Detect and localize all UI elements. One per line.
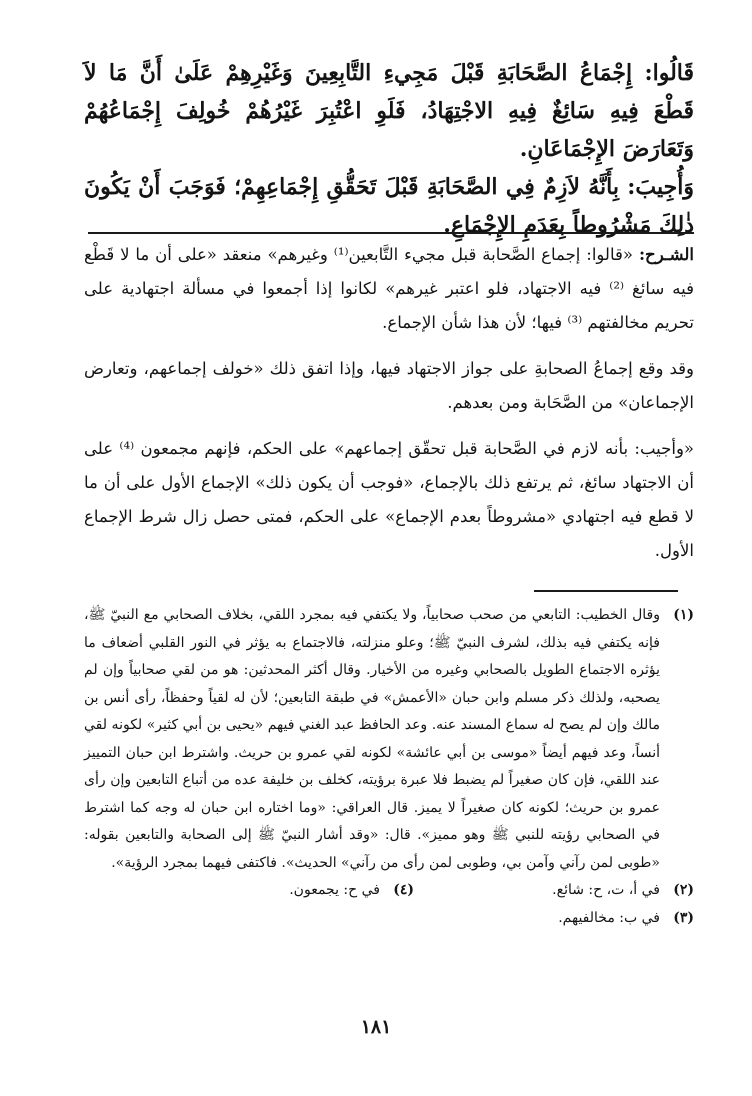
commentary-paragraph-3: «وأجيب: بأنه لازم في الصَّحابة قبل تحقّق إجماعهم» على الحكم، فإنهم مجمعون ⁽⁴⁾ على أن الاجتهاد سائغ، ثم يرتفع ذلك بالإجماع، «فوجب أن يكون ذلك» الإجماع الأول على أن ما لا قطع فيه اجتهادي «مشروطاً بعدم الإجماع» على الحكم، فمتى حصل زال شرط الإجماع الأول. — [84, 439, 695, 560]
footnotes-row — [84, 877, 694, 905]
footnote-text: في ب: مخالفيهم. — [558, 909, 660, 926]
footnote-4 — [289, 877, 414, 905]
commentary-paragraph-1 — [84, 238, 694, 340]
matn-paragraph-2: وَأُجِيبَ: بِأَنَّهُ لاَزِمٌ فِي الصَّحَابَةِ قَبْلَ تَحَقُّقِ إِجْمَاعِهِمْ؛ فَوَجَبَ أَنْ يَكُونَ ذٰلِكَ مَشْرُوطاً بِعَدَمِ الإِجْمَاعِ. — [84, 174, 694, 238]
footnote-3 — [84, 905, 694, 933]
footnote-text: في أ، ت، ح: شائع. — [552, 882, 660, 898]
commentary-paragraph-2: وقد وقع إجماعُ الصحابةِ على جواز الاجتهاد فيها، وإذا اتفق ذلك «خولف إجماعهم، وتعارض الإجماعان» من الصَّحَابة ومن بعدهم. — [84, 359, 694, 412]
footnote-number: (٢) — [673, 882, 694, 898]
matn-paragraph-1: قَالُوا: إِجْمَاعُ الصَّحَابَةِ قَبْلَ مَجِيءِ التَّابِعِينَ وَغَيْرِهِمْ عَلَىٰ أَنَّ مَا لاَ قَطْعَ فِيهِ سَائِغٌ فِيهِ الاجْتِهَادُ، فَلَوِ اعْتُبِرَ غَيْرُهُمْ خُولِفَ إِجْمَاعُهُمْ وَتَعَارَضَ الإِجْمَاعَانِ. — [84, 60, 694, 162]
footnote-number: (٣) — [673, 909, 694, 926]
footnotes-divider — [534, 590, 678, 592]
footnote-text: في ح: يجمعون. — [289, 882, 380, 898]
matn-text — [84, 54, 694, 244]
footnote-2 — [444, 877, 694, 905]
footnote-number: (١) — [673, 607, 694, 623]
footnotes-section — [84, 602, 694, 932]
section-divider — [88, 232, 694, 234]
commentary-section — [84, 238, 694, 580]
footnote-text: وقال الخطيب: التابعي من صحب صحابياً، ولا يكتفي فيه بمجرد اللقي، بخلاف الصحابي مع النبيّ ﷺ، فإنه يكتفي فيه بذلك، لشرف النبيّ ﷺ؛ وعلو منزلته، فالاجتماع به يؤثر في النور القلبي أضعاف ما يؤثره الاجتماع الطويل بالصحابي وغيره من الأخيار. وقال أكثر المحدثين: هو من لقي صحابياً وإن لم يصحبه، ولذلك ذكر مسلم وابن حبان «الأعمش» في طبقة التابعين؛ لأن له لقياً وحفظاً، رأى أنس بن مالك وإن لم يصح له سماع المسند عنه. وعد الحافظ عبد الغني فيهم «يحيى بن أبي كثير» لكونه لقي أنساً، وعد فيهم أيضاً «موسى بن أبي عائشة» لكونه لقي عمرو بن حريث. واشترط ابن حبان التمييز عند اللقي، فإن كان صغيراً لم يضبط فلا عبرة برؤيته، كخلف بن خليفة عده من أتباع التابعين وإن رأى عمرو بن حريث؛ لكونه كان صغيراً لا يميز. قال العراقي: «وما اختاره ابن حبان له وجه كما اشترط في الصحابي رؤيته للنبي ﷺ وهو مميز». قال: «وقد أشار النبيّ ﷺ إلى الصحابة والتابعين بقوله: «طوبى لمن رآني وآمن بي، وطوبى لمن رأى من رآني» الحديث». فاكتفى فيهما بمجرد الرؤية». — [84, 607, 660, 871]
footnote-1 — [84, 602, 694, 877]
commentary-paragraph-1-text: «قالوا: إجماع الصَّحابة قبل مجيء التَّابعين⁽¹⁾ وغيرهم» منعقد «على أن ما لا قَطْع فيه سائغ ⁽²⁾ فيه الاجتهاد، فلو اعتبر غيرهم» لكانوا إذا أجمعوا في مسألة اجتهادية على تحريم مخالفتهم ⁽³⁾ فيها؛ لأن هذا شأن الإجماع. — [84, 245, 694, 332]
footnote-number: (٤) — [393, 882, 414, 898]
page-number: ١٨١ — [360, 1016, 392, 1038]
commentary-label: الشـرح: — [638, 245, 694, 264]
